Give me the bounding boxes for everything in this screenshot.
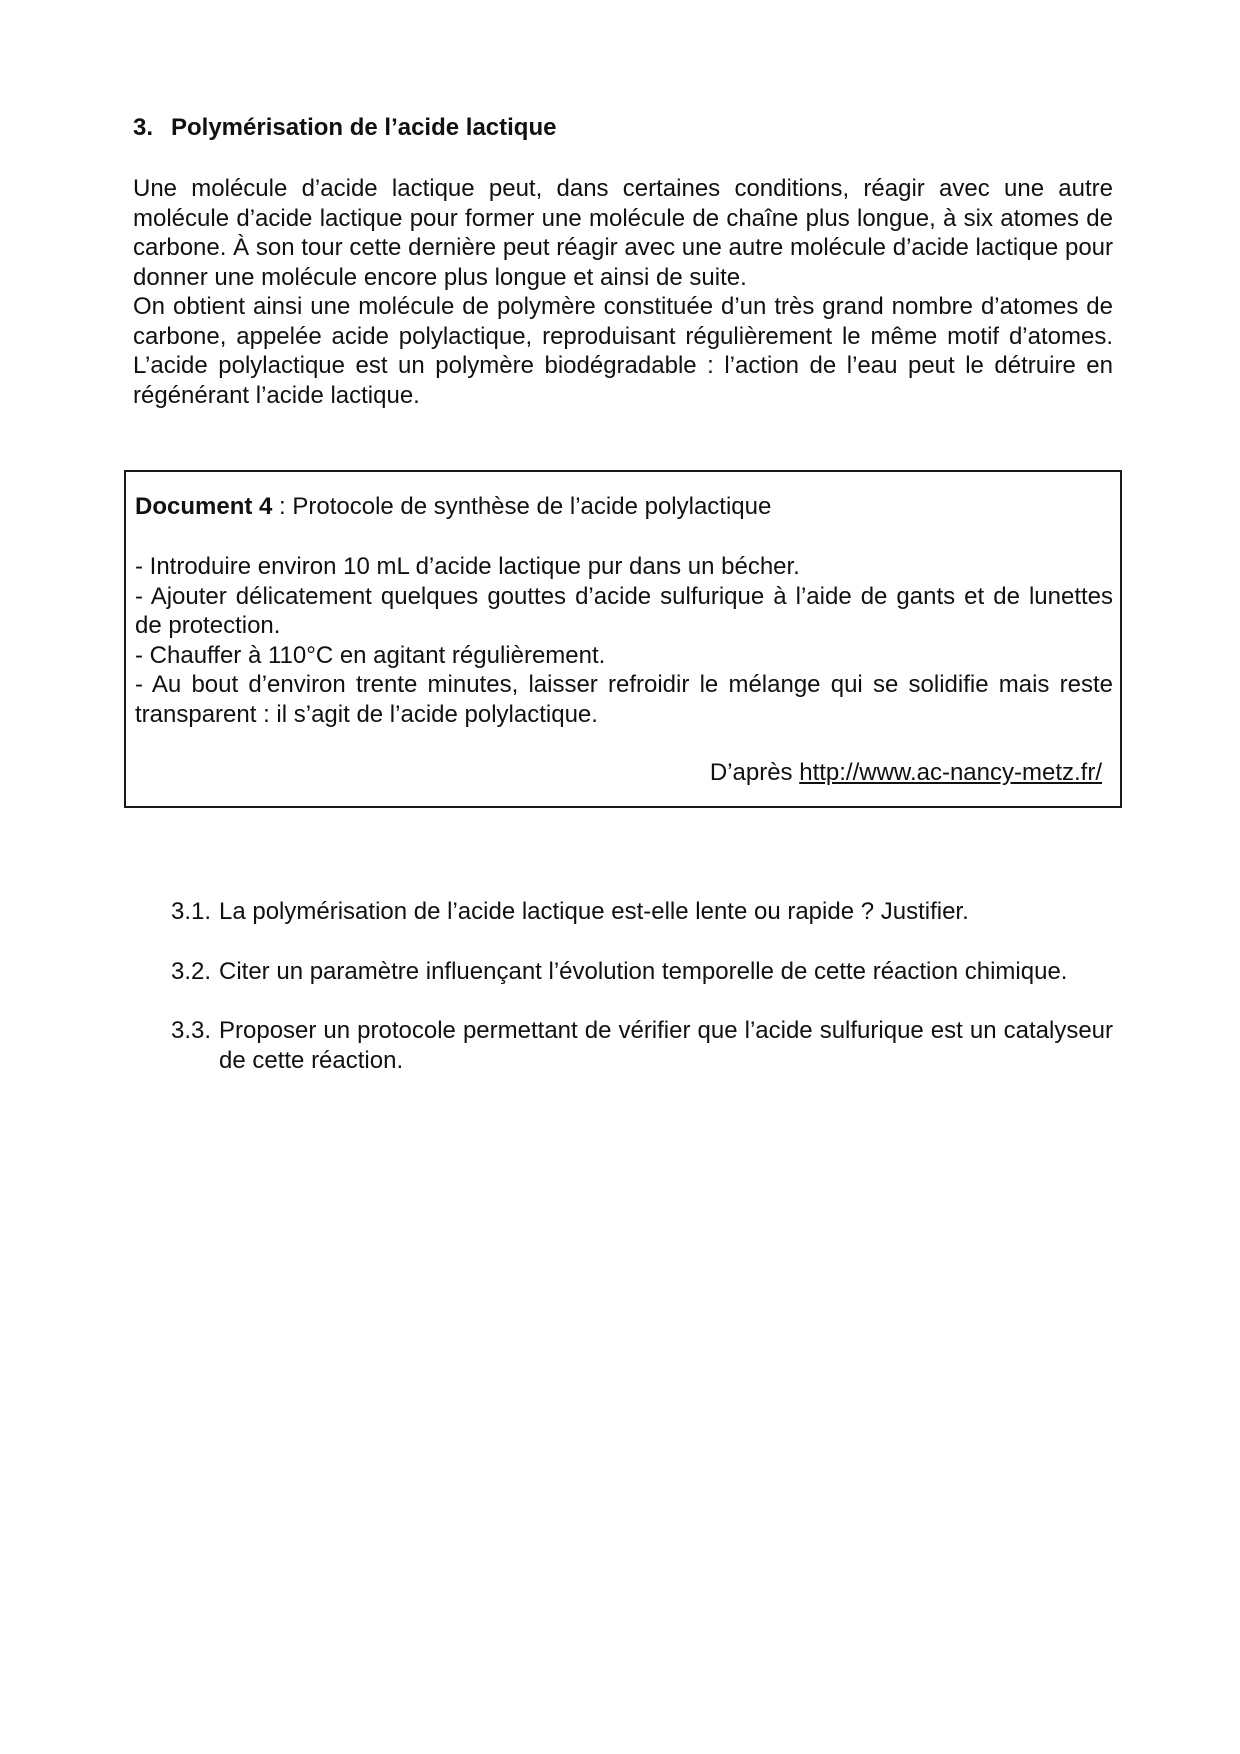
protocol-step: - Ajouter délicatement quelques gouttes d’acide sulfurique à l’aide de gants et de lunettes de protection.: [135, 582, 1113, 639]
source-link[interactable]: http://www.ac-nancy-metz.fr/: [799, 759, 1102, 786]
intro-paragraph-2: On obtient ainsi une molécule de polymère constituée d’un très grand nombre d’atomes de carbone, appelée acide polylactique, reproduisant régulièrement le même motif d’atomes. L’acide polylactique est un polymère biodégradable : l’action de l’eau peut le détruire en régénérant l’acide lactique.: [133, 293, 1113, 409]
question-text: La polymérisation de l’acide lactique est-elle lente ou rapide ? Justifier.: [219, 898, 969, 925]
section-title-text: Polymérisation de l’acide lactique: [171, 114, 557, 141]
protocol-steps: [135, 552, 1113, 729]
question-number: 3.1.: [171, 898, 212, 925]
question-number: 3.3.: [171, 1017, 212, 1044]
document-4-label: Document 4: [135, 493, 273, 520]
section-number: 3.: [133, 114, 154, 141]
question-text: Proposer un protocole permettant de vérifier que l’acide sulfurique est un catalyseur de cette réaction.: [219, 1017, 1113, 1074]
protocol-step: - Introduire environ 10 mL d’acide lactique pur dans un bécher.: [135, 553, 800, 580]
question-number: 3.2.: [171, 957, 212, 985]
question-item: [171, 957, 1113, 987]
document-4-heading: [135, 492, 771, 522]
document-4-separator: :: [272, 493, 293, 520]
source-prefix: D’après: [709, 759, 800, 786]
protocol-step: - Chauffer à 110°C en agitant régulièrement.: [135, 641, 606, 669]
protocol-step: - Au bout d’environ trente minutes, laisser refroidir le mélange qui se solidifie mais reste transparent : il s’agit de l’acide polylactique.: [135, 671, 1113, 728]
question-item: [171, 897, 1113, 927]
question-item: [171, 1016, 1113, 1075]
document-4-title: Protocole de synthèse de l’acide polylactique: [292, 493, 772, 520]
question-text: Citer un paramètre influençant l’évolution temporelle de cette réaction chimique.: [219, 957, 1068, 985]
section-title: [133, 113, 556, 143]
document-source: [710, 758, 1102, 788]
document-4-box: [124, 470, 1122, 808]
intro-paragraph-1: Une molécule d’acide lactique peut, dans certaines conditions, réagir avec une autre molécule d’acide lactique pour former une molécule de chaîne plus longue, à six atomes de carbone. À son tour cette dernière peut réagir avec une autre molécule d’acide lactique pour donner une molécule encore plus longue et ainsi de suite.: [133, 175, 1113, 291]
questions-list: [171, 897, 1113, 1105]
intro-text: [133, 174, 1113, 410]
